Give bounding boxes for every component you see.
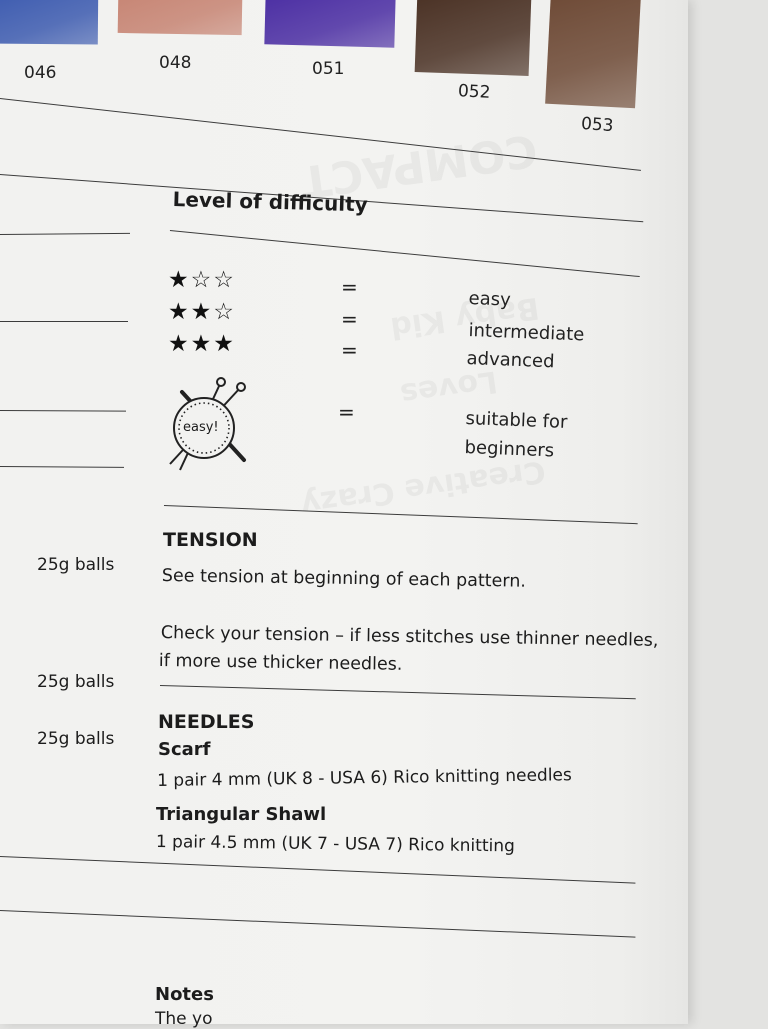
yarn-swatch-051 — [264, 0, 395, 48]
rule-line — [0, 910, 635, 938]
rule-line — [170, 230, 640, 277]
equals-sign: = — [341, 307, 358, 331]
notes-text: The yo — [155, 1009, 213, 1029]
rule-line — [0, 856, 635, 884]
tension-line3: if more use thicker needles. — [158, 651, 403, 675]
level-advanced-label: advanced — [466, 348, 555, 373]
scarf-needles-text: 1 pair 4 mm (UK 8 - USA 6) Rico knitting needles — [157, 765, 572, 791]
equals-sign: = — [338, 400, 355, 424]
swatch-code-048: 048 — [159, 53, 192, 73]
equals-sign: = — [341, 275, 358, 299]
yarn-amount: 25g balls — [37, 555, 115, 575]
notes-heading: Notes — [155, 984, 214, 1005]
swatch-code-053: 053 — [580, 113, 615, 137]
equals-sign: = — [341, 338, 358, 362]
yarn-amount: 25g balls — [37, 672, 115, 692]
yarn-swatch-053 — [545, 0, 641, 108]
swatch-code-052: 052 — [457, 81, 491, 103]
level-easy-label: easy — [468, 288, 512, 311]
yarn-amount: 25g balls — [37, 729, 115, 749]
needles-heading: NEEDLES — [158, 711, 255, 733]
rule-line — [0, 321, 128, 322]
stars-three-icon: ★★★ — [168, 331, 236, 357]
rule-line — [160, 685, 636, 700]
level-intermediate-label: intermediate — [468, 320, 585, 346]
difficulty-title: Level of difficulty — [172, 187, 369, 217]
yarn-swatch-048 — [118, 0, 243, 35]
stars-two-icon: ★★☆ — [168, 299, 236, 325]
swatch-code-051: 051 — [312, 59, 345, 79]
scarf-title: Scarf — [158, 739, 211, 760]
tension-heading: TENSION — [163, 529, 258, 551]
rule-line — [0, 410, 126, 412]
shawl-needles-text: 1 pair 4.5 mm (UK 7 - USA 7) Rico knitting — [155, 832, 515, 857]
beginner-label-line1: suitable for — [465, 408, 568, 433]
rule-line — [0, 233, 130, 236]
show-through-text — [398, 363, 499, 411]
tension-line1: See tension at beginning of each pattern. — [161, 566, 527, 592]
shawl-title: Triangular Shawl — [156, 804, 327, 825]
yarn-swatch-052 — [415, 0, 532, 76]
beginner-label-line2: beginners — [464, 437, 555, 462]
rule-line — [0, 466, 124, 468]
beginner-badge-text: easy! — [183, 420, 219, 435]
swatch-code-046: 046 — [24, 63, 57, 83]
yarn-swatch-046 — [0, 0, 98, 44]
stars-one-icon: ★☆☆ — [168, 267, 236, 293]
tension-line2: Check your tension – if less stitches use thinner needles, — [160, 623, 659, 651]
